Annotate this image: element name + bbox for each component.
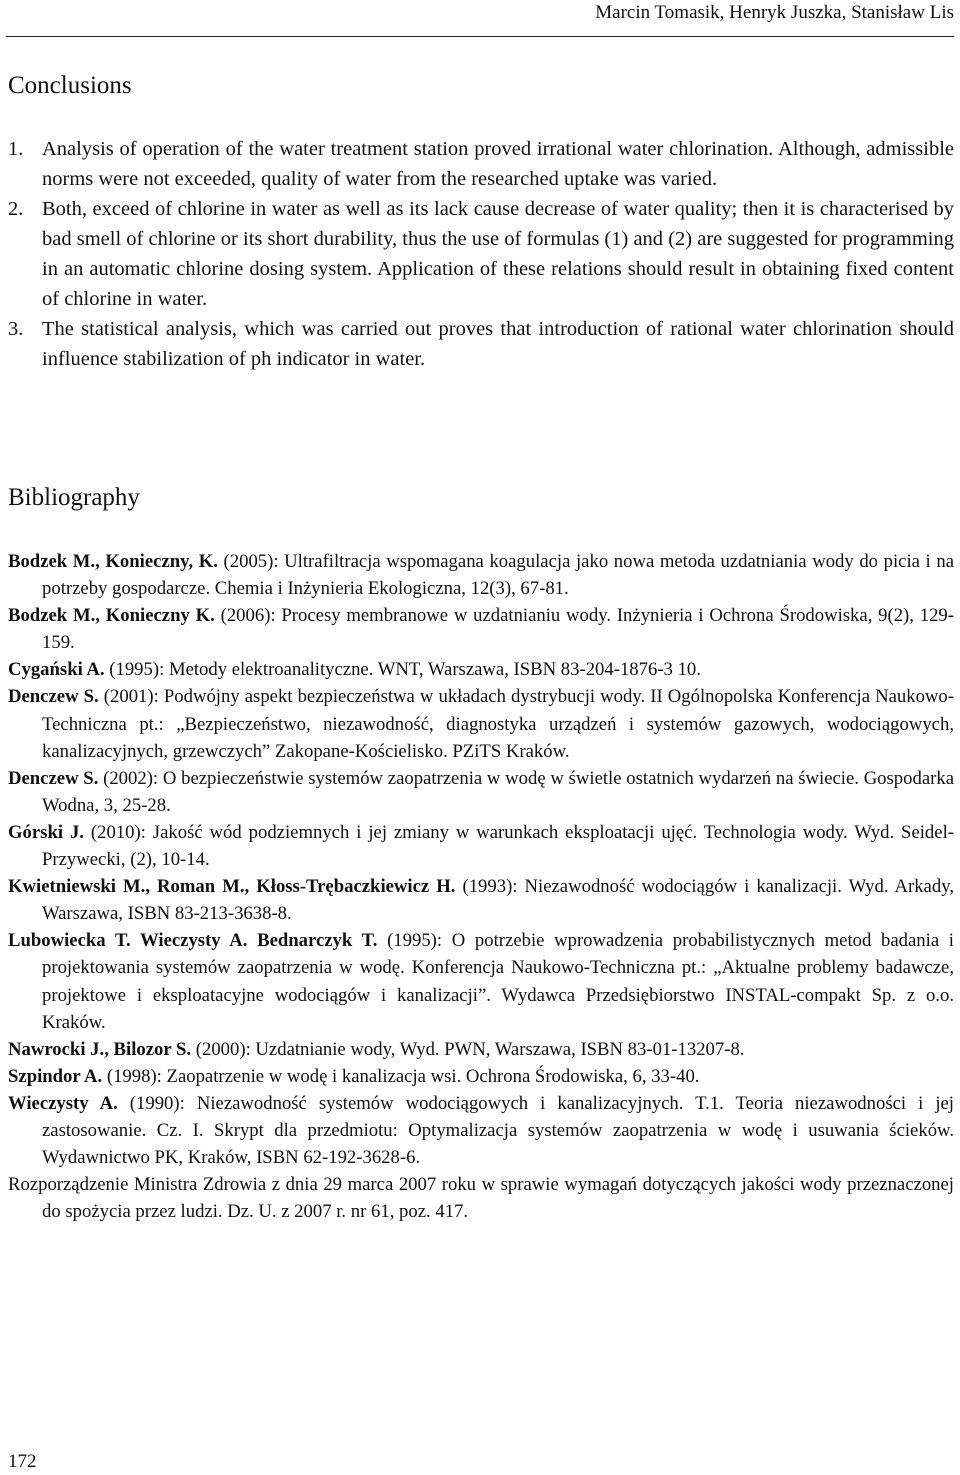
reference-entry	[8, 602, 954, 656]
reference-entry	[8, 656, 954, 683]
reference-authors: Denczew S.	[8, 767, 99, 789]
conclusion-item	[8, 314, 954, 374]
running-header-authors: Marcin Tomasik, Henryk Juszka, Stanisław Lis	[595, 2, 954, 23]
reference-details: (1990): Niezawodność systemów wodociągowych i kanalizacyjnych. T.1. Teoria niezawodności i jej zastosowanie. Cz. I. Skrypt dla przedmiotu: Optymalizacja systemów zaopatrzenia w wodę i usuwania ścieków. Wydawnictwo PK, Kraków, ISBN 62-192-3628-6.	[42, 1092, 954, 1169]
reference-details: (2006): Procesy membranowe w uzdatnianiu wody. Inżynieria i Ochrona Środowiska, 9(2), 129-159.	[42, 605, 954, 654]
reference-authors: Denczew S.	[8, 686, 99, 708]
conclusion-item	[8, 134, 954, 194]
reference-authors: Górski J.	[8, 821, 84, 843]
reference-entry	[8, 548, 954, 602]
conclusion-number: 2.	[8, 198, 24, 220]
conclusion-text: Both, exceed of chlorine in water as well as its lack cause decrease of water quality; then it is characterised by bad smell of chlorine or its short durability, thus the use of formulas (1) and (2) are suggested for programming in an automatic chlorine dosing system. Application of these relations should result in obtaining fixed content of chlorine in water.	[42, 198, 954, 310]
reference-authors: Bodzek M., Konieczny, K.	[8, 551, 218, 572]
reference-authors: Cygański A.	[8, 659, 105, 681]
reference-details: (2002): O bezpieczeństwie systemów zaopatrzenia w wodę w świetle ostatnich wydarzeń na świecie. Gospodarka Wodna, 3, 25-28.	[42, 767, 954, 816]
reference-details: (1993): Niezawodność wodociągów i kanalizacji. Wyd. Arkady, Warszawa, ISBN 83-213-3638-8.	[42, 876, 954, 925]
reference-entry	[8, 1063, 954, 1090]
reference-details: (2005): Ultrafiltracja wspomagana koagulacja jako nowa metoda uzdatniania wody do picia i na potrzeby gospodarcze. Chemia i Inżynieria Ekologiczna, 12(3), 67-81.	[42, 551, 954, 600]
conclusions-list	[8, 134, 954, 374]
reference-details: (1998): Zaopatrzenie w wodę i kanalizacja wsi. Ochrona Środowiska, 6, 33-40.	[102, 1065, 700, 1087]
reference-entry	[8, 765, 954, 819]
reference-details: (1995): O potrzebie wprowadzenia probabilistycznych metod badania i projektowania systemów zaopatrzenia w wodę. Konferencja Naukowo-Techniczna pt.: „Aktualne problemy badawcze, projektowe i eksploatacyjne wodociągów i kanalizacji”. Wydawca Przedsiębiorstwo INSTAL-compakt Sp. z o.o. Kraków.	[42, 930, 954, 1033]
conclusion-number: 3.	[8, 318, 24, 340]
reference-authors: Wieczysty A.	[8, 1092, 118, 1114]
reference-authors: Lubowiecka T. Wieczysty A. Bednarczyk T.	[8, 930, 378, 952]
reference-details: (2001): Podwójny aspekt bezpieczeństwa w układach dystrybucji wody. II Ogólnopolska Konferencja Naukowo-Techniczna pt.: „Bezpieczeństwo, niezawodność, diagnostyka urządzeń i systemów gazowych, wodociągowych, kanalizacyjnych, grzewczych” Zakopane-Kościelisko. PZiTS Kraków.	[42, 686, 954, 762]
reference-entry	[8, 1090, 954, 1171]
reference-entry	[8, 1036, 954, 1063]
reference-entry	[8, 1171, 954, 1225]
conclusion-number: 1.	[8, 138, 24, 160]
reference-entry	[8, 683, 954, 764]
reference-entry	[8, 819, 954, 873]
conclusions-heading: Conclusions	[8, 72, 132, 99]
conclusion-item	[8, 194, 954, 314]
reference-authors: Kwietniewski M., Roman M., Kłoss-Trębaczkiewicz H.	[8, 876, 456, 898]
reference-entry	[8, 927, 954, 1035]
header-rule	[6, 36, 954, 37]
reference-entry	[8, 873, 954, 927]
conclusion-text: Analysis of operation of the water treatment station proved irrational water chlorination. Although, admissible norms were not exceeded, quality of water from the researched uptake was varied.	[42, 138, 954, 190]
reference-details: (2000): Uzdatnianie wody, Wyd. PWN, Warszawa, ISBN 83-01-13207-8.	[191, 1038, 745, 1060]
reference-authors: Szpindor A.	[8, 1065, 103, 1087]
conclusion-text: The statistical analysis, which was carried out proves that introduction of rational water chlorination should influence stabilization of ph indicator in water.	[42, 318, 954, 370]
bibliography-heading: Bibliography	[8, 484, 140, 511]
bibliography-list	[8, 548, 954, 1225]
reference-details: (1995): Metody elektroanalityczne. WNT, Warszawa, ISBN 83-204-1876-3 10.	[104, 659, 701, 681]
reference-authors: Nawrocki J., Bilozor S.	[8, 1038, 192, 1060]
reference-authors: Bodzek M., Konieczny K.	[8, 605, 215, 627]
reference-details: (2010): Jakość wód podziemnych i jej zmiany w warunkach eksploatacji ujęć. Technologia wody. Wyd. Seidel-Przywecki, (2), 10-14.	[42, 821, 954, 871]
reference-details: Rozporządzenie Ministra Zdrowia z dnia 29 marca 2007 roku w sprawie wymagań dotyczących jakości wody przeznaczonej do spożycia przez ludzi. Dz. U. z 2007 r. nr 61, poz. 417.	[8, 1174, 954, 1223]
page-number: 172	[8, 1451, 37, 1472]
